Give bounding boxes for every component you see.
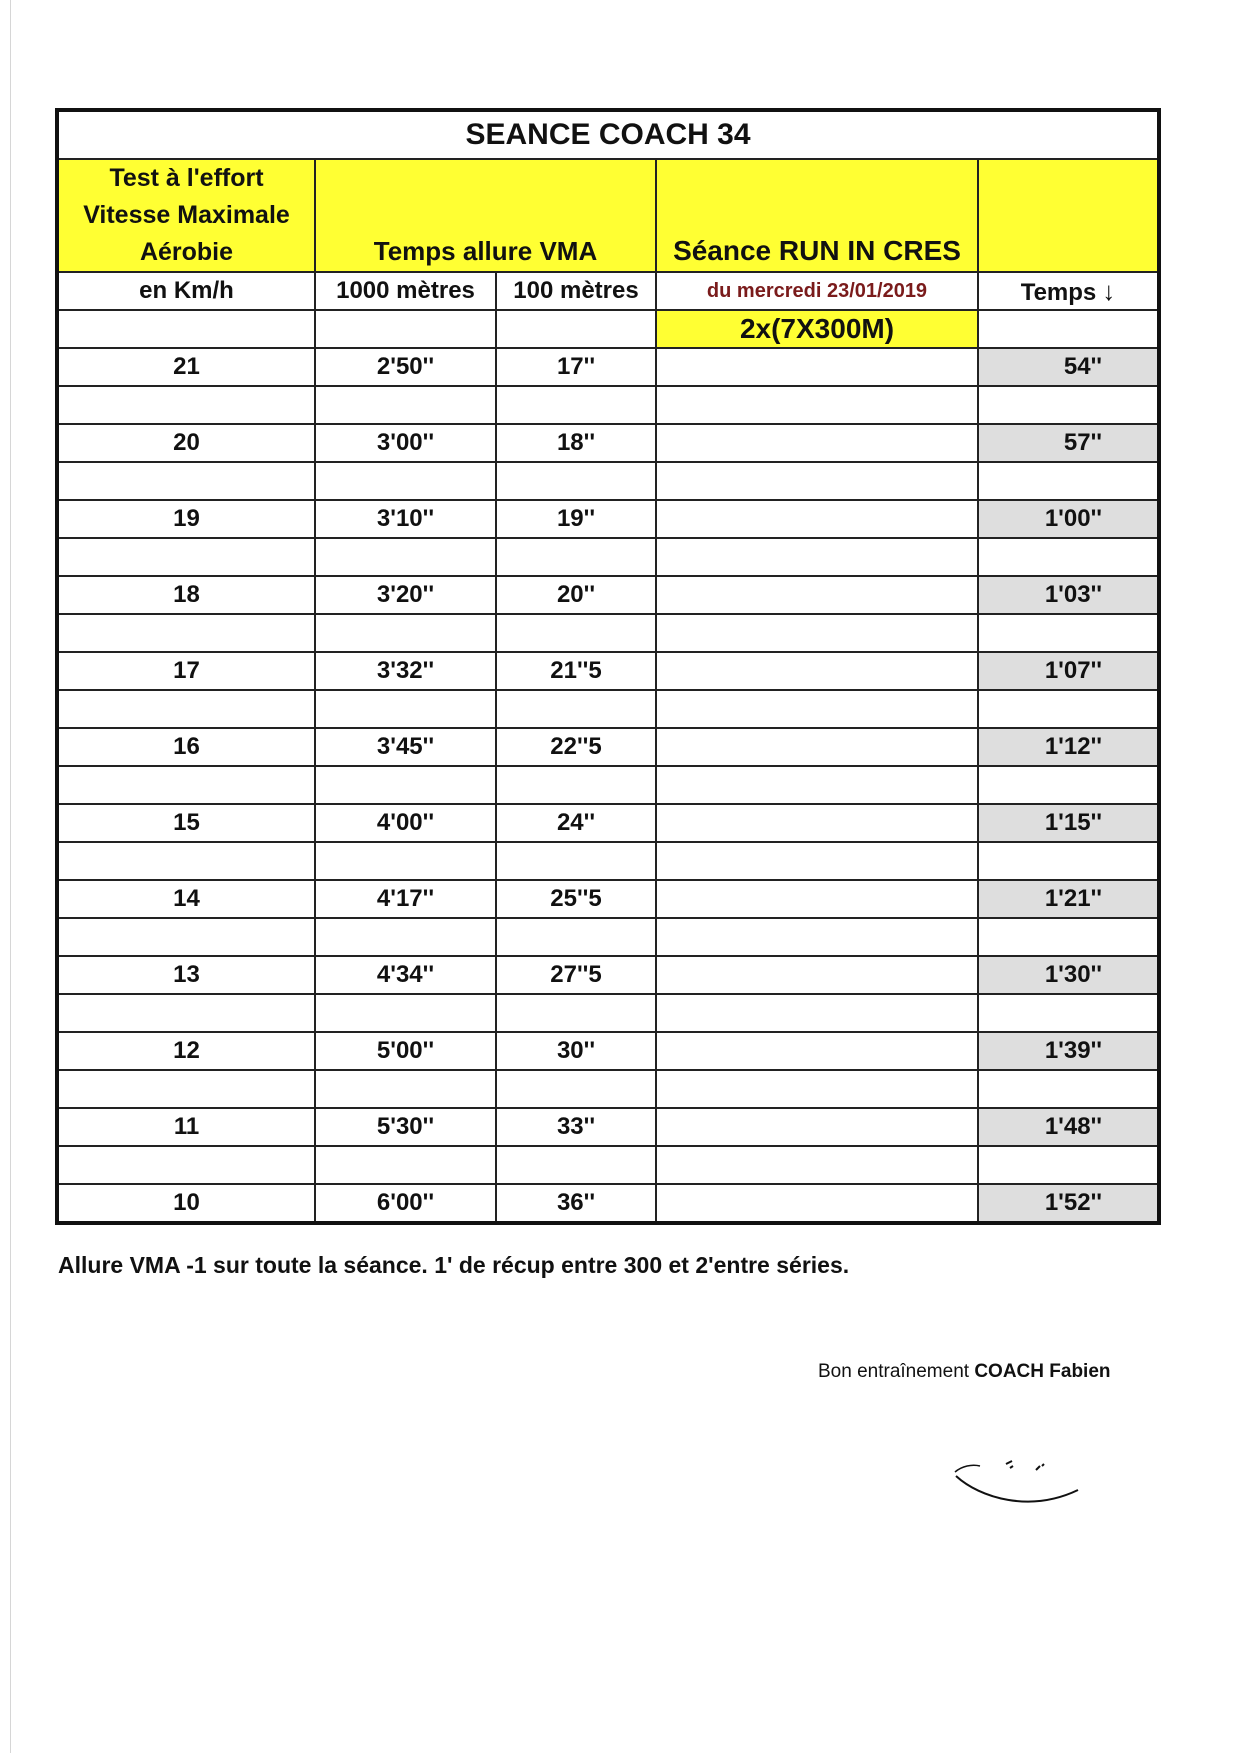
- spacer-row: [57, 386, 1159, 424]
- header-vma-line-1: Test à l'effort: [109, 164, 264, 192]
- table-title: SEANCE COACH 34: [57, 110, 1159, 159]
- blank-cell: [496, 766, 656, 804]
- arrow-down-icon: ↓: [1102, 275, 1116, 306]
- blank-cell: [496, 462, 656, 500]
- blank-cell: [978, 766, 1159, 804]
- spacer-row: [57, 614, 1159, 652]
- table-row: [57, 424, 1159, 462]
- blank-cell: [656, 766, 978, 804]
- blank-cell: [978, 310, 1159, 348]
- table-row: [57, 1108, 1159, 1146]
- session-cell: [656, 576, 978, 614]
- coach-name: COACH Fabien: [974, 1361, 1111, 1382]
- spacer-row: [57, 1070, 1159, 1108]
- blank-cell: [57, 1070, 315, 1108]
- vma-cell: 21: [57, 348, 315, 386]
- spacer-row: [57, 462, 1159, 500]
- blank-cell: [315, 614, 496, 652]
- session-cell: [656, 652, 978, 690]
- table-row: [57, 576, 1159, 614]
- blank-cell: [978, 386, 1159, 424]
- blank-cell: [656, 842, 978, 880]
- session-cell: [656, 880, 978, 918]
- blank-cell: [496, 690, 656, 728]
- blank-cell: [978, 462, 1159, 500]
- blank-cell: [57, 386, 315, 424]
- spacer-row: [57, 918, 1159, 956]
- header-empty: [978, 159, 1159, 272]
- vma-cell: 14: [57, 880, 315, 918]
- pace-1000m-cell: 4'17'': [315, 880, 496, 918]
- blank-cell: [978, 994, 1159, 1032]
- pace-100m-cell: 20'': [496, 576, 656, 614]
- pace-1000m-cell: 3'10'': [315, 500, 496, 538]
- handwritten-signature: [950, 1458, 1090, 1518]
- pace-100m-cell: 27''5: [496, 956, 656, 994]
- blank-cell: [656, 690, 978, 728]
- blank-cell: [315, 918, 496, 956]
- session-cell: [656, 500, 978, 538]
- spacer-row: [57, 690, 1159, 728]
- vma-cell: 20: [57, 424, 315, 462]
- blank-cell: [496, 1070, 656, 1108]
- blank-cell: [315, 310, 496, 348]
- pace-100m-cell: 21''5: [496, 652, 656, 690]
- pace-1000m-cell: 5'00'': [315, 1032, 496, 1070]
- blank-cell: [496, 918, 656, 956]
- temps-cell: 1'39'': [978, 1032, 1159, 1070]
- vma-cell: 19: [57, 500, 315, 538]
- blank-cell: [57, 994, 315, 1032]
- temps-cell: 54'': [978, 348, 1159, 386]
- blank-cell: [656, 386, 978, 424]
- vma-cell: 12: [57, 1032, 315, 1070]
- pace-100m-cell: 24'': [496, 804, 656, 842]
- blank-cell: [57, 310, 315, 348]
- pace-1000m-cell: 4'34'': [315, 956, 496, 994]
- blank-cell: [496, 310, 656, 348]
- blank-cell: [496, 1146, 656, 1184]
- table-row: [57, 956, 1159, 994]
- blank-cell: [315, 994, 496, 1032]
- header-vma-test: [57, 159, 315, 272]
- session-note: Allure VMA -1 sur toute la séance. 1' de récup entre 300 et 2'entre séries.: [58, 1252, 850, 1278]
- temps-cell: 57'': [978, 424, 1159, 462]
- pace-100m-cell: 33'': [496, 1108, 656, 1146]
- blank-cell: [656, 994, 978, 1032]
- header-vma-line-3: Aérobie: [139, 238, 234, 266]
- blank-cell: [315, 1146, 496, 1184]
- blank-cell: [57, 538, 315, 576]
- table-row: [57, 500, 1159, 538]
- blank-cell: [656, 918, 978, 956]
- table-row: [57, 728, 1159, 766]
- header-session: Séance RUN IN CRES: [656, 159, 978, 272]
- session-cell: [656, 1108, 978, 1146]
- blank-cell: [656, 1146, 978, 1184]
- temps-cell: 1'12'': [978, 728, 1159, 766]
- subheader-temps-label: Temps: [1020, 278, 1097, 306]
- vma-cell: 13: [57, 956, 315, 994]
- blank-cell: [978, 842, 1159, 880]
- pace-1000m-cell: 6'00'': [315, 1184, 496, 1223]
- blank-cell: [978, 918, 1159, 956]
- temps-cell: 1'48'': [978, 1108, 1159, 1146]
- blank-cell: [57, 614, 315, 652]
- blank-cell: [978, 690, 1159, 728]
- sign-off: [818, 1361, 1111, 1383]
- blank-cell: [496, 386, 656, 424]
- session-cell: [656, 1184, 978, 1223]
- temps-cell: 1'21'': [978, 880, 1159, 918]
- table-row: [57, 1032, 1159, 1070]
- vma-cell: 16: [57, 728, 315, 766]
- table-row: [57, 804, 1159, 842]
- session-description: 2x(7X300M): [656, 310, 978, 348]
- blank-cell: [315, 842, 496, 880]
- vma-cell: 18: [57, 576, 315, 614]
- session-cell: [656, 804, 978, 842]
- vma-cell: 15: [57, 804, 315, 842]
- table-row: [57, 348, 1159, 386]
- pace-1000m-cell: 3'45'': [315, 728, 496, 766]
- blank-cell: [315, 1070, 496, 1108]
- temps-cell: 1'07'': [978, 652, 1159, 690]
- blank-cell: [656, 462, 978, 500]
- spacer-row: [57, 766, 1159, 804]
- blank-cell: [656, 538, 978, 576]
- session-cell: [656, 728, 978, 766]
- blank-cell: [978, 538, 1159, 576]
- blank-cell: [57, 1146, 315, 1184]
- temps-cell: 1'30'': [978, 956, 1159, 994]
- session-date: du mercredi 23/01/2019: [656, 272, 978, 310]
- temps-cell: 1'15'': [978, 804, 1159, 842]
- blank-cell: [656, 1070, 978, 1108]
- pace-1000m-cell: 3'32'': [315, 652, 496, 690]
- spacer-row: [57, 994, 1159, 1032]
- blank-cell: [315, 538, 496, 576]
- blank-cell: [315, 766, 496, 804]
- pace-100m-cell: 19'': [496, 500, 656, 538]
- pace-100m-cell: 36'': [496, 1184, 656, 1223]
- pace-100m-cell: 30'': [496, 1032, 656, 1070]
- table-row: [57, 880, 1159, 918]
- subheader-temps: [978, 272, 1159, 310]
- header-vma-line-2: Vitesse Maximale: [83, 201, 290, 229]
- blank-cell: [57, 918, 315, 956]
- table-row: [57, 1184, 1159, 1223]
- blank-cell: [978, 1146, 1159, 1184]
- session-cell: [656, 956, 978, 994]
- blank-cell: [57, 766, 315, 804]
- subheader-unit: en Km/h: [57, 272, 315, 310]
- blank-cell: [315, 462, 496, 500]
- blank-cell: [496, 614, 656, 652]
- vma-cell: 11: [57, 1108, 315, 1146]
- session-cell: [656, 348, 978, 386]
- scan-edge-line: [10, 0, 11, 1753]
- blank-cell: [496, 842, 656, 880]
- vma-cell: 17: [57, 652, 315, 690]
- spacer-row: [57, 538, 1159, 576]
- blank-cell: [57, 842, 315, 880]
- session-cell: [656, 424, 978, 462]
- pace-100m-cell: 25''5: [496, 880, 656, 918]
- header-pace: Temps allure VMA: [315, 159, 656, 272]
- spacer-row: [57, 1146, 1159, 1184]
- table-row: [57, 652, 1159, 690]
- session-cell: [656, 1032, 978, 1070]
- vma-cell: 10: [57, 1184, 315, 1223]
- pace-1000m-cell: 5'30'': [315, 1108, 496, 1146]
- pace-100m-cell: 22''5: [496, 728, 656, 766]
- blank-cell: [496, 994, 656, 1032]
- spacer-row: [57, 842, 1159, 880]
- vma-pace-table: [55, 108, 1161, 1225]
- blank-cell: [496, 538, 656, 576]
- temps-cell: 1'03'': [978, 576, 1159, 614]
- temps-cell: 1'52'': [978, 1184, 1159, 1223]
- pace-1000m-cell: 4'00'': [315, 804, 496, 842]
- pace-1000m-cell: 2'50'': [315, 348, 496, 386]
- sign-off-prefix: Bon entraînement: [818, 1361, 975, 1382]
- pace-100m-cell: 18'': [496, 424, 656, 462]
- blank-cell: [57, 462, 315, 500]
- blank-cell: [315, 690, 496, 728]
- pace-1000m-cell: 3'20'': [315, 576, 496, 614]
- pace-100m-cell: 17'': [496, 348, 656, 386]
- blank-cell: [315, 386, 496, 424]
- blank-cell: [978, 1070, 1159, 1108]
- blank-cell: [57, 690, 315, 728]
- temps-cell: 1'00'': [978, 500, 1159, 538]
- subheader-100m: 100 mètres: [496, 272, 656, 310]
- blank-cell: [978, 614, 1159, 652]
- pace-1000m-cell: 3'00'': [315, 424, 496, 462]
- blank-cell: [656, 614, 978, 652]
- subheader-1000m: 1000 mètres: [315, 272, 496, 310]
